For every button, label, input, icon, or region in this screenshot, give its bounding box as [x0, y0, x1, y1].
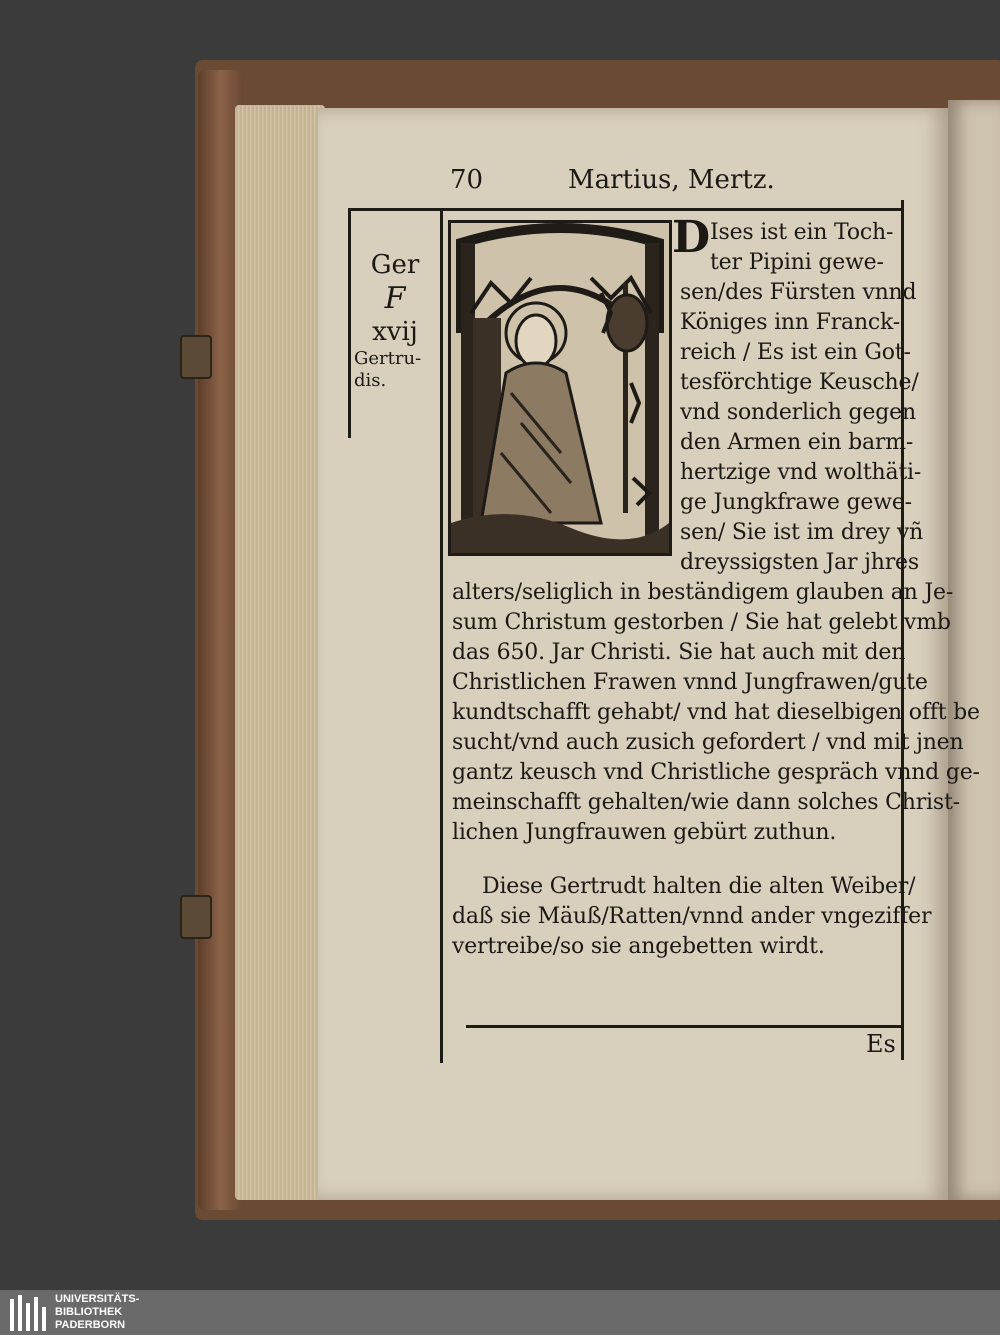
library-name [55, 1293, 139, 1332]
page-header [450, 165, 870, 205]
frame-rule-divider [440, 208, 443, 1063]
drop-capital: D [672, 212, 711, 263]
library-name-line2: BIBLIOTHEK [55, 1306, 123, 1318]
page-edges [235, 105, 325, 1200]
text-line: tesförchtige Keusche/ [680, 370, 919, 395]
text-line: daß sie Mäuß/Ratten/vnnd ander vngeziffer [452, 904, 932, 929]
text-line: reich / Es ist ein Got- [680, 340, 911, 365]
text-line: sum Christum gestorben / Sie hat gelebt vmb [452, 610, 951, 635]
woodcut-saint-image [451, 223, 669, 553]
running-head: Martius, Mertz. [568, 165, 775, 195]
text-line: gantz keusch vnd Christliche gespräch vnnd ge- [452, 760, 980, 785]
calendar-margin [352, 250, 438, 392]
text-line: Ises ist ein Toch- [710, 220, 894, 245]
text-line: Diese Gertrudt halten die alten Weiber/ [482, 874, 916, 899]
library-logo-icon [8, 1293, 48, 1333]
margin-dominical-letter: F [384, 281, 406, 317]
frame-rule-bottom [466, 1025, 901, 1028]
clasp-lower [180, 895, 212, 939]
text-line: Christlichen Frawen vnnd Jungfrawen/gute [452, 670, 928, 695]
text-line: sen/ Sie ist im drey vñ [680, 520, 924, 545]
catchword: Es [866, 1030, 896, 1058]
text-line: ter Pipini gewe- [710, 250, 884, 275]
library-name-line3: PADERBORN [55, 1319, 126, 1331]
footer-bar [0, 1290, 1000, 1335]
frame-rule-left [348, 208, 351, 438]
text-line: ge Jungkfrawe gewe- [680, 490, 912, 515]
text-line: dreyssigsten Jar jhres [680, 550, 919, 575]
text-line: lichen Jungfrauwen gebürt zuthun. [452, 820, 837, 845]
library-name-line1: UNIVERSITÄTS- [55, 1293, 140, 1305]
page-number: 70 [450, 165, 484, 195]
text-line: Königes inn Franck- [680, 310, 901, 335]
text-line: den Armen ein barm- [680, 430, 914, 455]
margin-day-number: xvij [372, 317, 418, 348]
margin-saint-line1: Gertru- [354, 348, 422, 370]
text-line: hertzige vnd wolthäti- [680, 460, 922, 485]
margin-ger: Ger [370, 250, 420, 280]
text-line: vertreibe/so sie angebetten wirdt. [452, 934, 825, 959]
text-line: sucht/vnd auch zusich gefordert / vnd mit jnen [452, 730, 964, 755]
text-line: sen/des Fürsten vnnd [680, 280, 917, 305]
margin-saint-line2: dis. [354, 369, 387, 391]
woodcut-illustration [448, 220, 672, 556]
text-line: alters/seliglich in beständigem glauben an Je- [452, 580, 954, 605]
facing-page [948, 100, 1000, 1200]
text-line: das 650. Jar Christi. Sie hat auch mit den [452, 640, 906, 665]
text-line: kundtschafft gehabt/ vnd hat dieselbigen offt be [452, 700, 980, 725]
clasp-upper [180, 335, 212, 379]
text-line: vnd sonderlich gegen [680, 400, 916, 425]
text-line: meinschafft gehalten/wie dann solches Christ- [452, 790, 960, 815]
frame-rule-top [348, 208, 904, 211]
